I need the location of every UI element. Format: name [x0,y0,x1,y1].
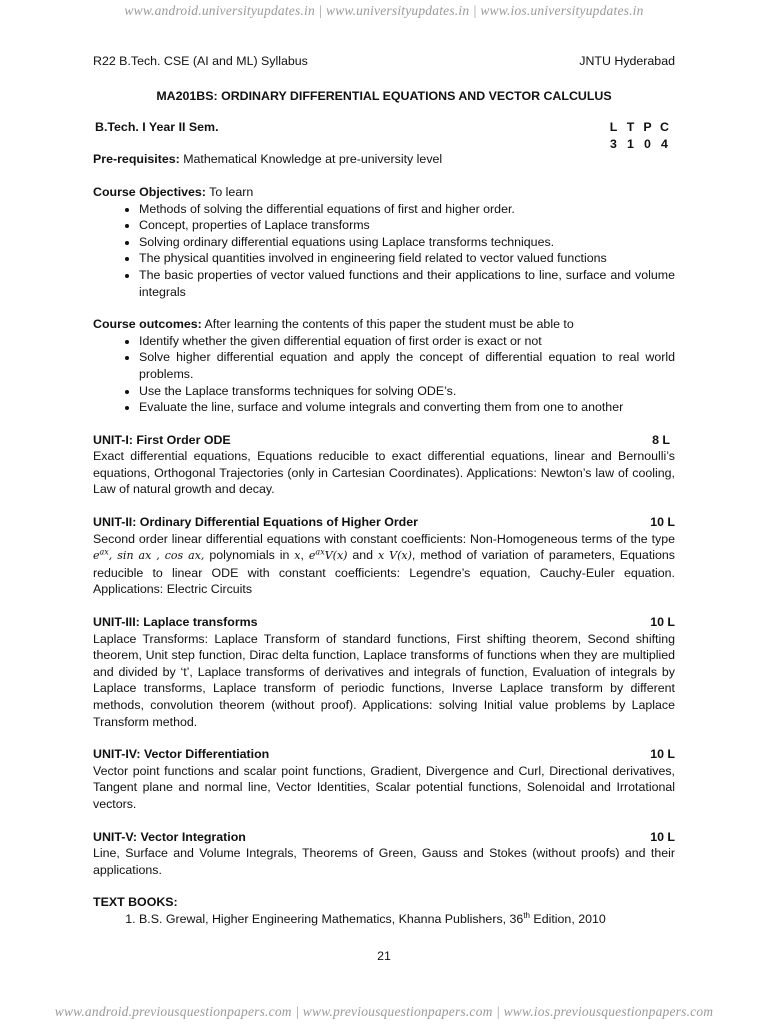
watermark-bottom: www.android.previousquestionpapers.com | www.previousquestionpapers.com | www.ios.previousquestionpapers.com [54,1004,714,1019]
objective-item: • Concept, properties of Laplace transforms [139,217,675,234]
objectives-heading [93,184,675,201]
unit-5-text: Line, Surface and Volume Integrals, Theorems of Green, Gauss and Stokes (without proofs) and their applications. [93,846,675,877]
unit-4-text: Vector point functions and scalar point functions, Gradient, Divergence and Curl, Directional derivatives, Tangent plane and normal line, Vector Identities, Scalar potential functions, Solenoidal and Irrotational vectors. [93,763,675,811]
objectives-intro: To learn [205,184,254,199]
unit-2-text-d: and [347,548,378,563]
unit-1-hours: 8 L [652,432,670,447]
textbook-item-text: B.S. Grewal, Higher Engineering Mathematics, Khanna Publishers, 36 [139,911,524,926]
math-eV-exponent: ax [315,547,325,557]
math-trig: , sin ax , cos ax, [108,549,205,563]
outcomes-intro: After learning the contents of this paper the student must be able to [201,317,574,332]
math-e-base: e [93,549,100,563]
objective-item: • Methods of solving the differential equations of first and higher order. [139,201,675,218]
unit-5-heading [93,829,675,846]
objectives-label: Course Objectives: [93,184,206,199]
math-e [93,549,109,562]
ltpc-value-c: 4 [661,136,668,151]
unit-2-text-b: polynomials in [204,548,295,563]
unit-3-text: Laplace Transforms: Laplace Transform of standard functions, First shifting theorem, Second shifting theorem, Unit step function, Dirac delta function, Laplace transforms of functions when they are multiplied and divided by ‘t’, Laplace transforms of derivatives and integrals of function, Evaluation of integrals by Laplace transforms, Laplace transform of periodic functions, Inverse Laplace transform by different methods, convolution theorem (without proof). Applications: solving Initial value problems by Laplace Transform method. [93,631,675,729]
unit-2-hours: 10 L [650,515,675,530]
outcomes-list [93,333,675,416]
course-title: MA201BS: ORDINARY DIFFERENTIAL EQUATIONS AND VECTOR CALCULUS [156,88,612,103]
outcome-item: • Use the Laplace transforms techniques for solving ODE’s. [139,383,675,400]
prerequisites-label: Pre-requisites: [93,152,180,167]
objective-item: • Solving ordinary differential equations using Laplace transforms techniques. [139,234,675,251]
textbook-item-sup: th [523,910,530,920]
unit-1-heading [93,432,675,449]
unit-1-text: Exact differential equations, Equations reducible to exact differential equations, linear and Bernoulli’s equations, Orthogonal Trajectories (only in Cartesian Coordinates). Applications: Newton’s law of cooling, Law of natural growth and decay. [93,449,675,497]
ltpc-label-p: P [643,120,652,135]
unit-4-heading [93,746,675,763]
math-x: x [294,549,301,563]
outcome-item: • Solve higher differential equation and apply the concept of differential equation to real world problems. [139,349,675,382]
objectives-list [93,201,675,301]
unit-2-heading [93,514,675,531]
unit-3-title: UNIT-III: Laplace transforms [93,615,258,630]
unit-2-title: UNIT-II: Ordinary Differential Equations of Higher Order [93,515,418,530]
unit-2-text-e: , method of variation of parameters, Equations reducible to linear ODE with constant coefficients: Legendre’s equation, Cauchy-Euler equation. Applications: Electric Circuits [93,548,675,597]
outcomes-label: Course outcomes: [93,317,202,332]
ltpc-label-t: T [626,120,635,135]
semester-row [93,119,675,136]
prerequisites [93,151,675,168]
header-left: R22 B.Tech. CSE (AI and ML) Syllabus [93,54,308,68]
textbook-item-end: Edition, 2010 [529,911,606,926]
header-right: JNTU Hyderabad [579,54,675,68]
outcomes-heading [93,316,675,333]
unit-2-text [93,531,675,598]
unit-5-title: UNIT-V: Vector Integration [93,829,246,844]
math-xV: x V(x) [377,549,412,563]
watermark-top: www.android.universityupdates.in | www.universityupdates.in | www.ios.universityupdates.in [124,3,644,18]
syllabus-page [93,53,675,928]
unit-3-heading [93,614,675,631]
outcome-item: • Evaluate the line, surface and volume integrals and converting them from one to another [139,399,675,416]
math-eV-base: e [308,549,316,563]
page-number: 21 [377,949,391,963]
ltpc-value-l: 3 [610,136,617,151]
semester-label: B.Tech. I Year II Sem. [95,120,219,135]
unit-4-hours: 10 L [650,747,675,762]
unit-2-text-a: Second order linear differential equations with constant coefficients: Non-Homogeneous terms of the type [93,531,675,546]
objective-item: • The physical quantities involved in engineering field related to vector valued functions [139,250,675,267]
unit-5-hours: 10 L [650,829,675,844]
ltpc-label-c: C [660,120,669,135]
unit-3-hours: 10 L [650,615,675,630]
ltpc-labels [605,119,675,136]
unit-1-title: UNIT-I: First Order ODE [93,432,231,447]
textbooks-list [93,911,675,928]
textbook-item [139,911,675,928]
outcome-item: • Identify whether the given differential equation of first order is exact or not [139,333,675,350]
math-eV-func: V(x) [324,549,348,563]
ltpc-values [605,136,675,153]
math-e-exponent: ax [99,547,109,557]
prerequisites-text: Mathematical Knowledge at pre-university level [179,152,443,167]
textbooks-heading: TEXT BOOKS: [93,895,178,910]
page-header [93,53,675,70]
ltpc-values-row [93,136,675,153]
ltpc-value-t: 1 [627,136,634,151]
unit-4-title: UNIT-IV: Vector Differentiation [93,747,270,762]
ltpc-value-p: 0 [644,136,651,151]
unit-2-text-c: , [300,548,309,563]
math-eV [309,549,348,562]
ltpc-label-l: L [609,120,618,135]
objective-item: • The basic properties of vector valued functions and their applications to line, surface and volume integrals [139,267,675,300]
